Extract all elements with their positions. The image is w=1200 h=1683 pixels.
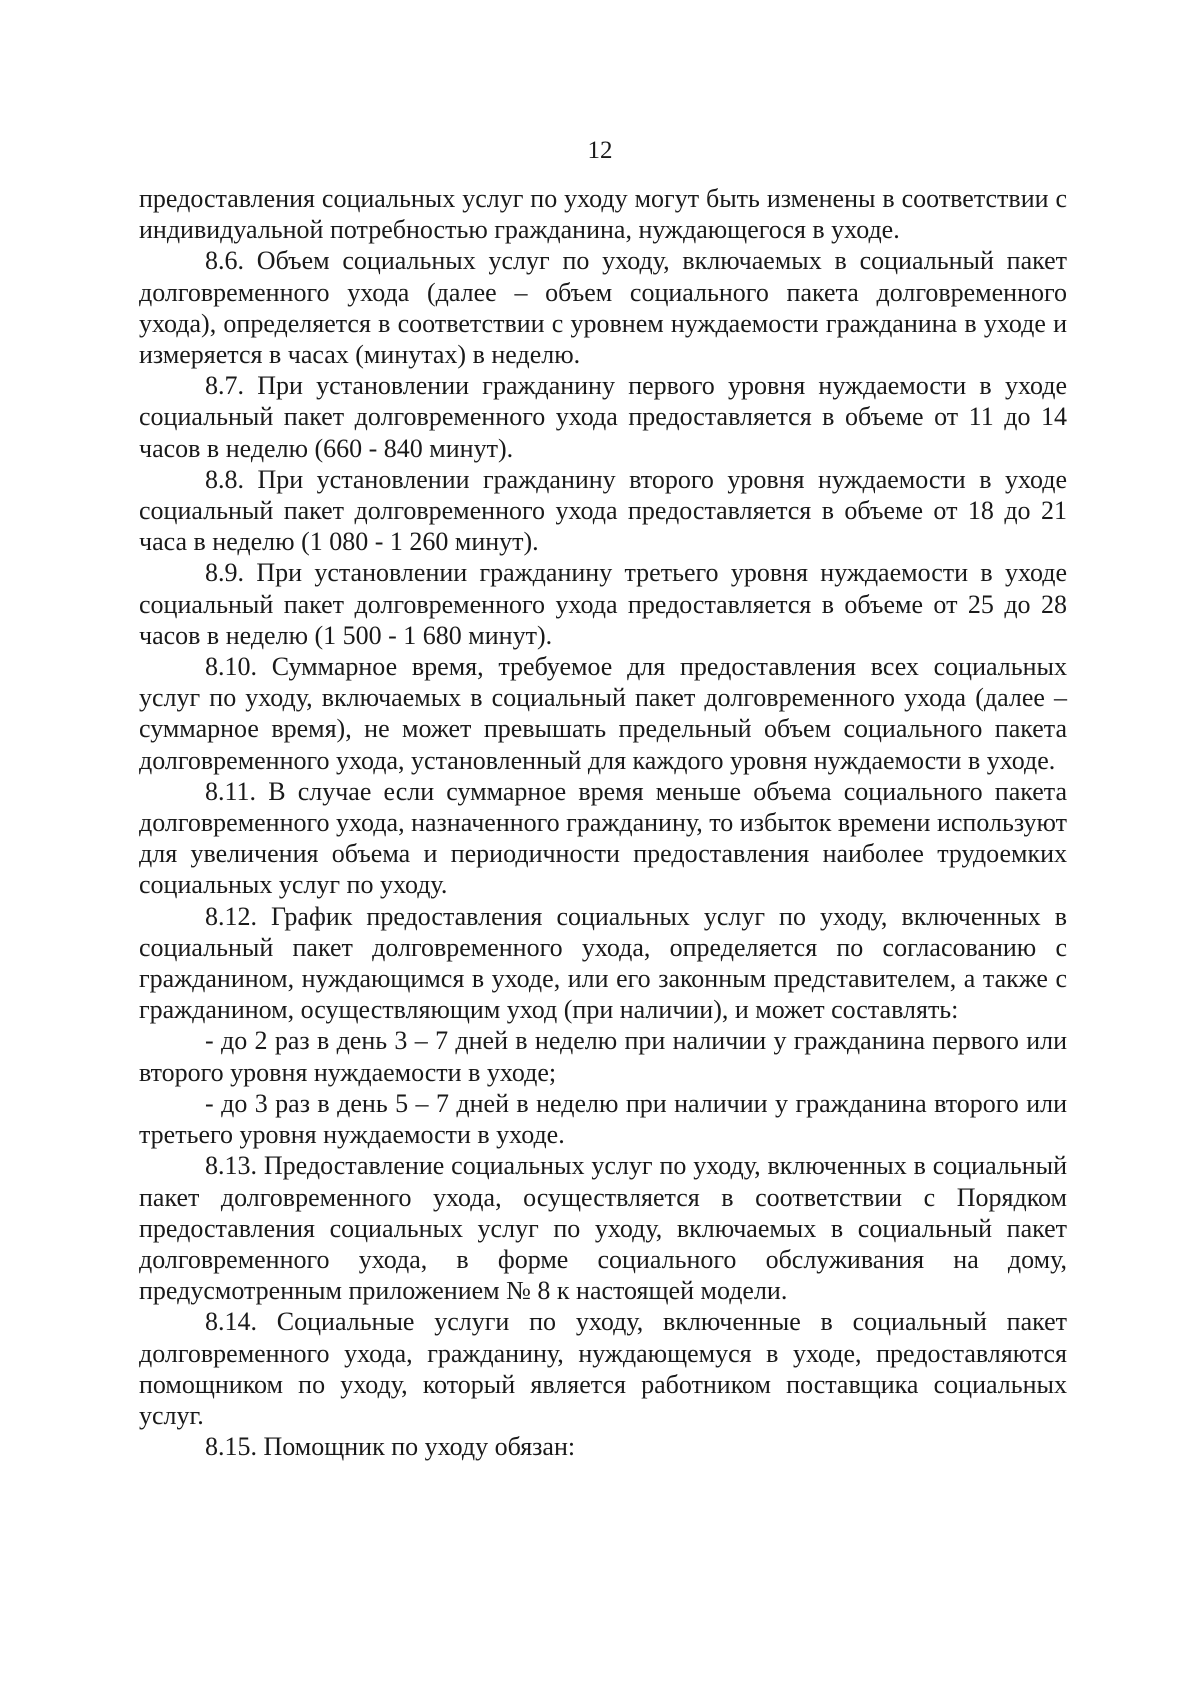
list-item-schedule-1: - до 2 раз в день 3 – 7 дней в неделю при наличии у гражданина первого или второго уровня нуждаемости в уходе; [139, 1026, 1067, 1087]
document-body [139, 183, 1067, 1462]
paragraph-8-10: 8.10. Суммарное время, требуемое для предоставления всех социальных услуг по уходу, включаемых в социальный пакет долговременного ухода (далее – суммарное время), не может превышать предельный объем социального пакета долговременного ухода, установленный для каждого уровня нуждаемости в уходе. [139, 652, 1067, 775]
paragraph-8-12: 8.12. График предоставления социальных услуг по уходу, включенных в социальный пакет долговременного ухода, определяется по согласованию с гражданином, нуждающимся в уходе, или его законным представителем, а также с гражданином, осуществляющим уход (при наличии), и может составлять: [139, 901, 1067, 1025]
paragraph-8-11: 8.11. В случае если суммарное время меньше объема социального пакета долговременного ухода, назначенного гражданину, то избыток времени используют для увеличения объема и периодичности предоставления наиболее трудоемких социальных услуг по уходу. [139, 776, 1067, 900]
paragraph-8-9: 8.9. При установлении гражданину третьего уровня нуждаемости в уходе социальный пакет долговременного ухода предоставляется в объеме от 25 до 28 часов в неделю (1 500 - 1 680 минут). [139, 558, 1067, 650]
paragraph-8-13: 8.13. Предоставление социальных услуг по уходу, включенных в социальный пакет долговременного ухода, осуществляется в соответствии с Порядком предоставления социальных услуг по уходу, включаемых в социальный пакет долговременного ухода, в форме социального обслуживания на дому, предусмотренным приложением № 8 к настоящей модели. [139, 1151, 1067, 1306]
paragraph-8-14: 8.14. Социальные услуги по уходу, включенные в социальный пакет долговременного ухода, гражданину, нуждающемуся в уходе, предоставляются помощником по уходу, который является работником поставщика социальных услуг. [139, 1307, 1067, 1430]
page-number: 12 [587, 137, 613, 164]
paragraph-continuation: предоставления социальных услуг по уходу могут быть изменены в соответствии с индивидуальной потребностью гражданина, нуждающегося в уходе. [139, 184, 1067, 245]
paragraph-8-6: 8.6. Объем социальных услуг по уходу, включаемых в социальный пакет долговременного ухода (далее – объем социального пакета долговременного ухода), определяется в соответствии с уровнем нуждаемости гражданина в уходе и измеряется в часах (минутах) в неделю. [139, 246, 1067, 370]
list-item-schedule-2: - до 3 раз в день 5 – 7 дней в неделю при наличии у гражданина второго или третьего уровня нуждаемости в уходе. [139, 1088, 1067, 1150]
paragraph-8-15: 8.15. Помощник по уходу обязан: [205, 1432, 576, 1462]
paragraph-8-7: 8.7. При установлении гражданину первого уровня нуждаемости в уходе социальный пакет долговременного ухода предоставляется в объеме от 11 до 14 часов в неделю (660 - 840 минут). [139, 371, 1067, 463]
paragraph-8-8: 8.8. При установлении гражданину второго уровня нуждаемости в уходе социальный пакет долговременного ухода предоставляется в объеме от 18 до 21 часа в неделю (1 080 - 1 260 минут). [139, 464, 1067, 557]
